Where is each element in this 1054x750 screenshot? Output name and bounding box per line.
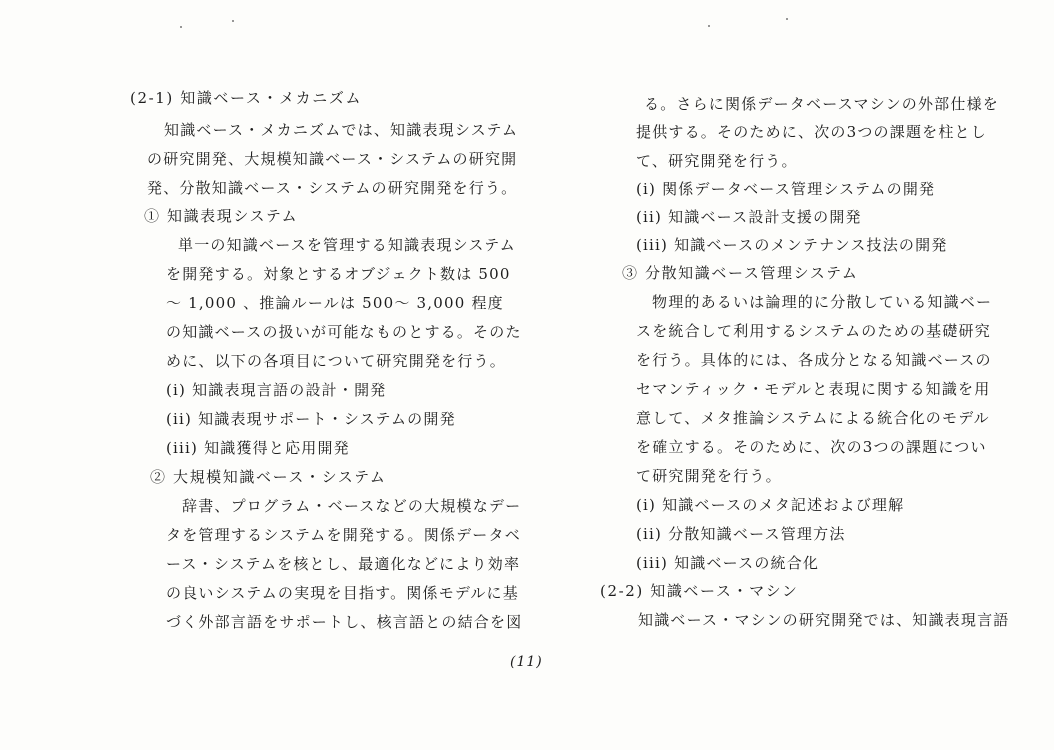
text-line: て研究開発を行う。 bbox=[636, 467, 782, 485]
list-item: (ii) 知識ベース設計支援の開発 bbox=[636, 208, 862, 226]
list-item: (ii) 分散知識ベース管理方法 bbox=[636, 525, 846, 543]
text-line: の良いシステムの実現を目指す。関係モデルに基 bbox=[166, 584, 519, 602]
text-line: スを統合して利用するシステムのための基礎研究 bbox=[636, 322, 991, 340]
subsection-heading-3: ③ 分散知識ベース管理システム bbox=[622, 264, 859, 282]
text-line: を行う。具体的には、各成分となる知識ベースの bbox=[636, 351, 992, 369]
subsection-heading-1: ① 知識表現システム bbox=[144, 207, 299, 225]
section-heading-2-2: (2-2) 知識ベース・マシン bbox=[600, 582, 799, 600]
text-line: ～ 1,000 、推論ルールは 500～ 3,000 程度 bbox=[166, 294, 504, 312]
text-line: て、研究開発を行う。 bbox=[636, 152, 798, 170]
text-line: ース・システムを核とし、最適化などにより効率 bbox=[166, 555, 521, 573]
scan-speck bbox=[180, 26, 182, 28]
page-number: (11) bbox=[510, 654, 543, 670]
list-item: (i) 知識表現言語の設計・開発 bbox=[166, 381, 387, 399]
text-line: を確立する。そのために、次の3つの課題につい bbox=[636, 438, 987, 456]
text-line: づく外部言語をサポートし、核言語との結合を図 bbox=[166, 613, 523, 631]
text-line: 発、分散知識ベース・システムの研究開発を行う。 bbox=[147, 179, 518, 197]
text-line: の研究開発、大規模知識ベース・システムの研究開 bbox=[147, 150, 518, 168]
text-line: 知識ベース・メカニズムでは、知識表現システム bbox=[164, 121, 519, 139]
list-item: (i) 関係データベース管理システムの開発 bbox=[636, 180, 936, 198]
text-line: の知識ベースの扱いが可能なものとする。そのた bbox=[166, 323, 522, 341]
text-line: タを管理するシステムを開発する。関係データベ bbox=[166, 526, 521, 544]
text-line: る。さらに関係データベースマシンの外部仕様を bbox=[644, 95, 999, 113]
scan-speck bbox=[708, 25, 710, 27]
text-line: 知識ベース・マシンの研究開発では、知識表現言語 bbox=[638, 611, 1010, 629]
text-line: 辞書、プログラム・ベースなどの大規模なデー bbox=[182, 497, 522, 515]
text-line: 提供する。そのために、次の3つの課題を柱とし bbox=[636, 123, 987, 141]
text-line: 物理的あるいは論理的に分散している知識ベー bbox=[652, 293, 993, 311]
text-line: 単一の知識ベースを管理する知識表現システム bbox=[178, 236, 516, 254]
text-line: を開発する。対象とするオブジェクト数は 500 bbox=[166, 265, 511, 283]
list-item: (iii) 知識ベースの統合化 bbox=[636, 554, 820, 572]
text-line: めに、以下の各項目について研究開発を行う。 bbox=[166, 352, 506, 370]
scan-speck bbox=[232, 20, 234, 22]
list-item: (i) 知識ベースのメタ記述および理解 bbox=[636, 496, 905, 514]
text-line: 意して、メタ推論システムによる統合化のモデル bbox=[636, 409, 990, 427]
list-item: (iii) 知識獲得と応用開発 bbox=[166, 439, 350, 457]
text-line: セマンティック・モデルと表現に関する知識を用 bbox=[636, 380, 991, 398]
list-item: (iii) 知識ベースのメンテナンス技法の開発 bbox=[636, 236, 948, 254]
list-item: (ii) 知識表現サポート・システムの開発 bbox=[166, 410, 456, 428]
scan-speck bbox=[786, 18, 788, 20]
section-heading-2-1: (2-1) 知識ベース・メカニズム bbox=[130, 89, 363, 107]
subsection-heading-2: ② 大規模知識ベース・システム bbox=[150, 468, 387, 486]
